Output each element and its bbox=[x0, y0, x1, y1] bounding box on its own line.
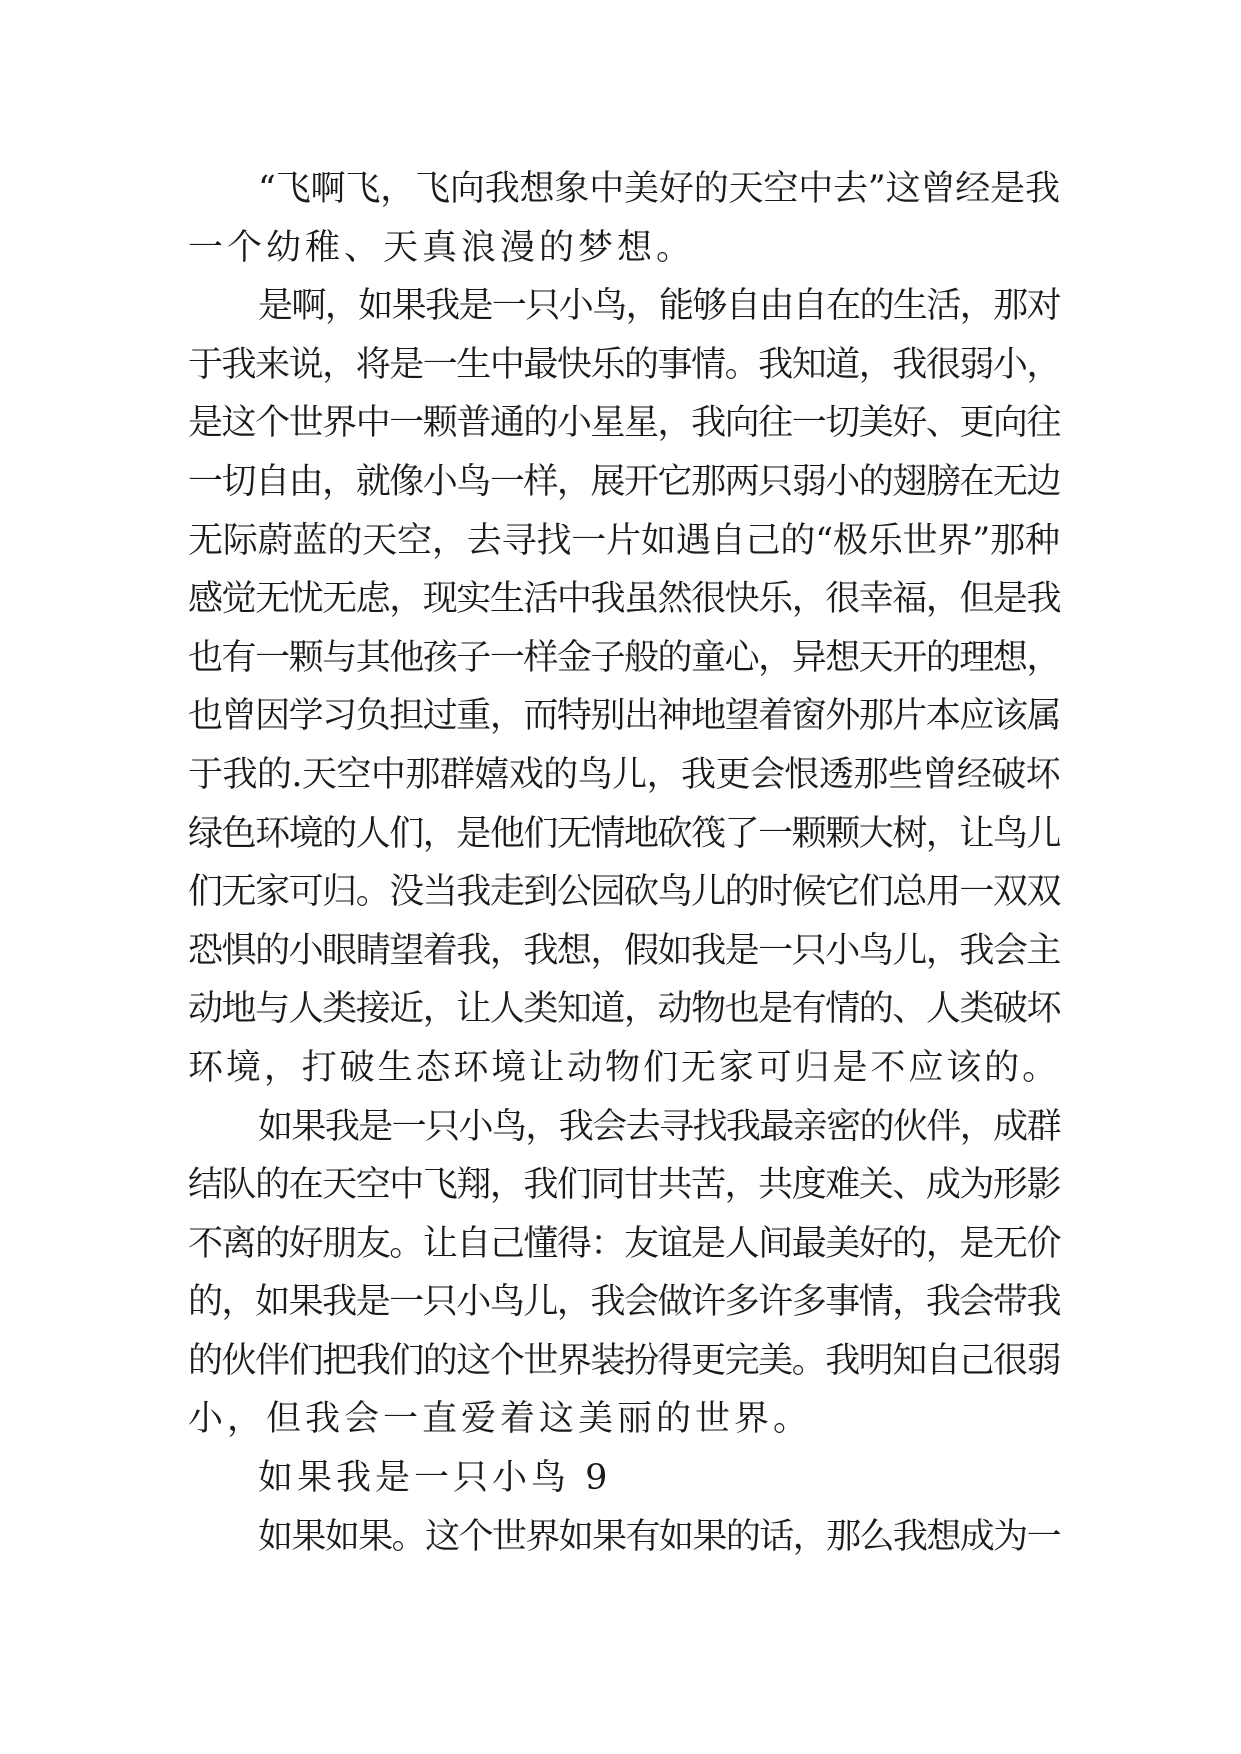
essay-text bbox=[188, 160, 1060, 1566]
text-line: 是这个世界中一颗普通的小星星，我向往一切美好、更向往 bbox=[188, 403, 1061, 444]
text-line: 绿色环境的人们，是他们无情地砍筏了一颗颗大树，让鸟儿 bbox=[188, 813, 1061, 854]
text-line: 于我来说，将是一生中最快乐的事情。我知道，我很弱小， bbox=[188, 344, 1061, 385]
text-line: 的伙伴们把我们的这个世界装扮得更完美。我明知自己很弱 bbox=[188, 1340, 1061, 1381]
text-line: 动地与人类接近，让人类知道，动物也是有情的、人类破坏 bbox=[188, 989, 1061, 1030]
text-line: 于我的.天空中那群嬉戏的鸟儿，我更会恨透那些曾经破坏 bbox=[188, 754, 1061, 795]
text-line: 如果如果。这个世界如果有如果的话，那么我想成为一 bbox=[258, 1516, 1061, 1557]
text-line: 环境，打破生态环境让动物们无家可归是不应该的。 bbox=[188, 1047, 1061, 1088]
text-line: 感觉无忧无虑，现实生活中我虽然很快乐，很幸福，但是我 bbox=[188, 579, 1061, 620]
text-line: 小，但我会一直爱着这美丽的世界。 bbox=[188, 1399, 813, 1440]
text-line: 恐惧的小眼睛望着我，我想，假如我是一只小鸟儿，我会主 bbox=[188, 930, 1061, 971]
text-line: 也曾因学习负担过重，而特别出神地望着窗外那片本应该属 bbox=[188, 696, 1061, 737]
text-line: 无际蔚蓝的天空，去寻找一片如遇自己的“极乐世界”那种 bbox=[188, 520, 1060, 561]
text-line: 一切自由，就像小鸟一样，展开它那两只弱小的翅膀在无边 bbox=[188, 461, 1061, 502]
text-line: 也有一颗与其他孩子一样金子般的童心，异想天开的理想， bbox=[188, 637, 1061, 678]
text-line: 一个幼稚、天真浪漫的梦想。 bbox=[188, 227, 696, 268]
text-line: 们无家可归。没当我走到公园砍鸟儿的时候它们总用一双双 bbox=[188, 872, 1061, 913]
text-line: 的，如果我是一只小鸟儿，我会做许多许多事情，我会带我 bbox=[188, 1282, 1061, 1323]
section-heading: 如果我是一只小鸟 9 bbox=[258, 1458, 612, 1499]
text-line: 结队的在天空中飞翔，我们同甘共苦，共度难关、成为形影 bbox=[188, 1165, 1061, 1206]
text-line: 是啊，如果我是一只小鸟，能够自由自在的生活，那对 bbox=[258, 286, 1061, 327]
text-line: 如果我是一只小鸟，我会去寻找我最亲密的伙伴，成群 bbox=[258, 1106, 1061, 1147]
text-line: 不离的好朋友。让自己懂得：友谊是人间最美好的，是无价 bbox=[188, 1223, 1061, 1264]
text-line: “飞啊飞，飞向我想象中美好的天空中去”这曾经是我 bbox=[258, 169, 1060, 209]
